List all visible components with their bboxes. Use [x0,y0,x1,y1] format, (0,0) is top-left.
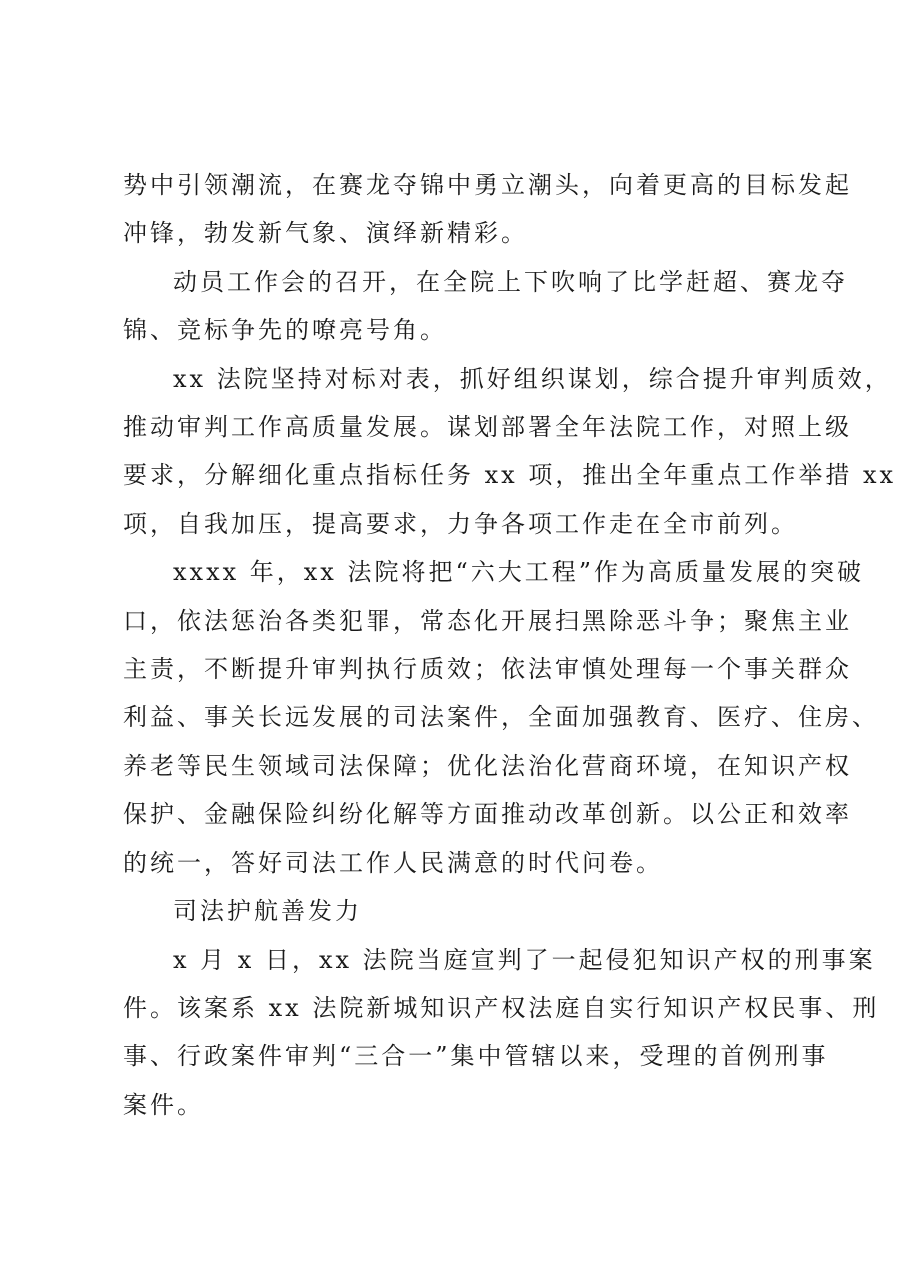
text-line: 的统一，答好司法工作人民满意的时代问卷。 [123,848,663,877]
text-line: xx 法院坚持对标对表，抓好组织谋划，综合提升审判质效， [173,364,892,393]
text-line: 推动审判工作高质量发展。谋划部署全年法院工作，对照上级 [123,413,852,442]
text-line: 项，自我加压，提高要求，力争各项工作走在全市前列。 [123,509,798,538]
text-line: 冲锋，勃发新气象、演绎新精彩。 [123,219,528,248]
text-line: 案件。 [123,1090,204,1119]
paragraph-5-subheading [123,887,803,935]
text-line: 养老等民生领域司法保障；优化法治化营商环境，在知识产权 [123,751,852,780]
text-line: x 月 x 日，xx 法院当庭宣判了一起侵犯知识产权的刑事案 [173,945,876,974]
text-line: 件。该案系 xx 法院新城知识产权法庭自实行知识产权民事、刑 [123,993,880,1022]
text-line: 保护、金融保险纠纷化解等方面推动改革创新。以公正和效率 [123,800,852,829]
text-line: 锦、竞标争先的嘹亮号角。 [123,316,447,345]
text-line: 动员工作会的召开，在全院上下吹响了比学赶超、赛龙夺 [173,267,848,296]
paragraph-2 [123,258,848,355]
text-line: xxxx 年，xx 法院将把“六大工程”作为高质量发展的突破 [173,558,865,587]
text-line: 利益、事关长远发展的司法案件，全面加强教育、医疗、住房、 [123,703,879,732]
text-line: 口，依法惩治各类犯罪，常态化开展扫黑除恶斗争；聚焦主业 [123,606,852,635]
document-body [123,161,897,1129]
section-heading: 司法护航善发力 [173,897,362,926]
paragraph-6 [123,936,880,1130]
text-line: 势中引领潮流，在赛龙夺锦中勇立潮头，向着更高的目标发起 [123,171,852,199]
paragraph-3 [123,355,897,549]
text-line: 事、行政案件审判“三合一”集中管辖以来，受理的首例刑事 [123,1042,829,1071]
paragraph-1 [123,161,852,258]
text-line: 主责，不断提升审判执行质效；依法审慎处理每一个事关群众 [123,655,852,684]
paragraph-4 [123,548,879,887]
text-line: 要求，分解细化重点指标任务 xx 项，推出全年重点工作举措 xx [123,461,897,490]
